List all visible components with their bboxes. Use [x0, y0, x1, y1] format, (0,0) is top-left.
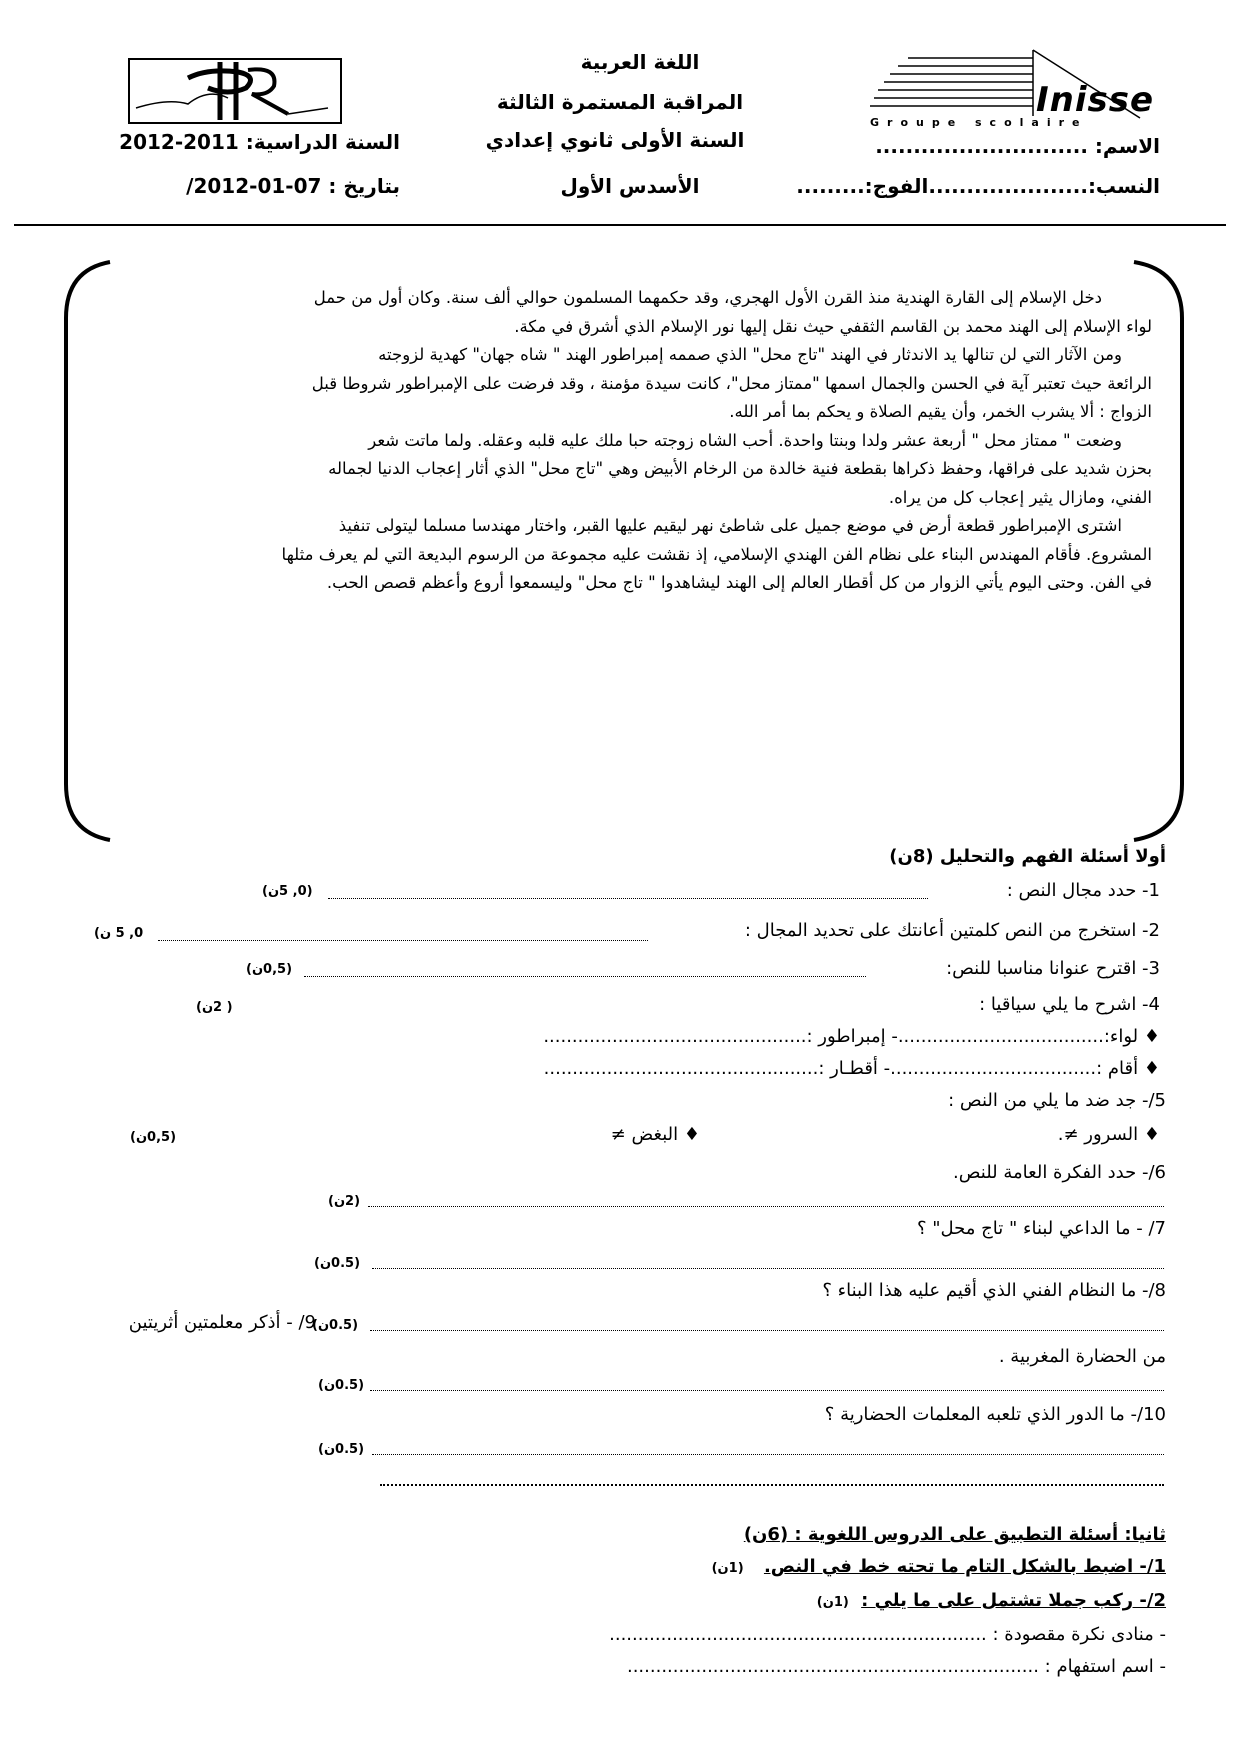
q7-answer-line[interactable]: [372, 1268, 1164, 1269]
passage-line: بحزن شديد على فراقها، وحفظ ذكراها بقطعة فنية خالدة من الرخام الأبيض وهي "تاج محل" الذي أثار إعجاب الدنيا لجماله: [328, 459, 1152, 478]
passage-line: اشترى الإمبراطور قطعة أرض في موضع جميل على شاطئ نهر ليقيم عليها القبر، واختار مهندسا مسلما ليتولى تنفيذ: [338, 516, 1122, 535]
q2-answer-line[interactable]: [158, 940, 648, 941]
q9-text: 9/ - أذكر معلمتين أثريتين: [128, 1312, 316, 1333]
passage-line: ومن الآثار التي لن تنالها يد الاندثار في الهند "تاج محل" الذي صممه إمبراطور الهند " شاه جهان" كهدية لزوجته: [378, 345, 1122, 364]
s2-q2: [600, 1590, 1166, 1611]
q5-a[interactable]: ♦ السرور ≠.: [1057, 1124, 1160, 1145]
exam-date: بتاريخ : 07-01-2012/: [186, 174, 400, 198]
q4-mark: ( 2ن): [196, 1000, 233, 1015]
q3-text: 3- اقترح عنوانا مناسبا للنص:: [946, 958, 1160, 979]
passage-line: لواء الإسلام إلى الهند محمد بن القاسم الثقفي حيث نقل إليها نور الإسلام الذي أشرق في مكة.: [514, 316, 1152, 336]
q6-mark: (2ن): [328, 1194, 361, 1209]
q2-text: 2- استخرج من النص كلمتين أعانتك على تحديد المجال :: [744, 920, 1160, 941]
q10-text: 10/- ما الدور الذي تلعبه المعلمات الحضارية ؟: [824, 1404, 1166, 1425]
school-logo: [868, 44, 1155, 130]
subject-title: اللغة العربية: [580, 50, 700, 74]
school-year: السنة الدراسية: 2011-2012: [119, 130, 400, 154]
q8-text: 8/- ما النظام الفني الذي أقيم عليه هذا البناء ؟: [822, 1280, 1166, 1301]
q9-mark: (0.5ن): [318, 1378, 365, 1393]
passage-line: الفني، ومازال يثير إعجاب كل من يراه.: [888, 487, 1152, 507]
q7-text: 7/ - ما الداعي لبناء " تاج محل" ؟: [916, 1218, 1166, 1239]
section1-title: أولا أسئلة الفهم والتحليل (8ن): [889, 846, 1166, 867]
s2-q2-mark: (1ن): [816, 1595, 849, 1610]
q4-line2[interactable]: ♦ أقام :....................................- أقطـار :................................................: [543, 1058, 1160, 1079]
q1-text: 1- حدد مجال النص :: [1006, 880, 1160, 901]
passage-line: في الفن. وحتى اليوم يأتي الزوار من كل أقطار العالم إلى الهند ليشاهدوا " تاج محل" وليسمعوا أروع وأعظم قصص الحب.: [326, 573, 1152, 592]
s2-q1-text: 1/- اضبط بالشكل التام ما تحته خط في النص.: [763, 1556, 1166, 1577]
s2-q1: [600, 1556, 1166, 1577]
q9-answer-line[interactable]: [370, 1390, 1164, 1391]
q5-b[interactable]: ♦ البغض ≠: [610, 1124, 700, 1145]
ministry-logo-icon: [128, 58, 342, 124]
level-title: السنة الأولى ثانوي إعدادي: [485, 128, 745, 152]
q5-mark: (0,5ن): [130, 1130, 177, 1145]
student-lineage-group-field[interactable]: النسب:.....................الفوج:.........: [796, 174, 1160, 198]
school-logo-subtext: Groupe scolaire: [870, 116, 1088, 129]
ministry-logo: [128, 58, 342, 124]
s2-q1-mark: (1ن): [711, 1561, 744, 1576]
exam-title: المراقبة المستمرة الثالثة: [496, 90, 744, 114]
q10-mark: (0.5ن): [318, 1442, 365, 1457]
s2-q2-a[interactable]: - منادى نكرة مقصودة : ..................................................................: [609, 1624, 1166, 1645]
q6-text: 6/- حدد الفكرة العامة للنص.: [953, 1162, 1166, 1183]
q1-mark: (0, 5ن): [262, 884, 313, 899]
school-logo-text: Inisse: [1036, 80, 1155, 120]
q3-answer-line[interactable]: [304, 976, 866, 977]
passage-line: المشروع. فأقام المهندس البناء على نظام الفن الهندي الإسلامي، إذ نقشت عليه مجموعة من الرسوم البديعة التي لم يعرف مثلها: [281, 544, 1152, 564]
semester-title: الأسدس الأول: [560, 174, 700, 198]
q3-mark: (0,5ن): [246, 962, 293, 977]
s2-q2-b[interactable]: - اسم استفهام : ........................................................................: [626, 1656, 1166, 1677]
passage-line: وضعت " ممتاز محل " أربعة عشر ولدا وبنتا واحدة. أحب الشاه زوجته حبا ملك عليه قلبه وعقله. ولما ماتت شعر: [368, 430, 1122, 450]
q7-mark: (0.5ن): [314, 1256, 361, 1271]
q9-text-continued: من الحضارة المغربية .: [998, 1346, 1166, 1367]
passage-line: الزواج : ألا يشرب الخمر، وأن يقيم الصلاة و يحكم بما أمر الله.: [729, 402, 1152, 421]
student-name-field[interactable]: الاسم: ............................: [875, 134, 1160, 158]
section2-title: ثانيا: أسئلة التطبيق على الدروس اللغوية : (6ن): [743, 1524, 1166, 1545]
q10-answer-line-2[interactable]: [380, 1484, 1164, 1486]
header-divider: [14, 224, 1226, 226]
q8-mark: (0.5ن): [312, 1318, 359, 1333]
q10-answer-line[interactable]: [372, 1454, 1164, 1455]
q8-answer-line[interactable]: [370, 1330, 1164, 1331]
passage-line: الرائعة حيث تعتبر آية في الحسن والجمال اسمها "ممتاز محل"، كانت سيدة مؤمنة ، وقد فرضت على الإمبراطور شروطا قبل: [311, 373, 1152, 393]
q5-text: 5/- جد ضد ما يلي من النص :: [948, 1090, 1166, 1111]
q6-answer-line[interactable]: [368, 1206, 1164, 1207]
s2-q2-text: 2/- ركب جملا تشتمل على ما يلي :: [861, 1590, 1166, 1611]
passage-line: دخل الإسلام إلى القارة الهندية منذ القرن الأول الهجري، وقد حكمهما المسلمون حوالي ألف سنة. وكان أول من حمل: [313, 288, 1102, 307]
q2-mark: 0, 5 ن): [94, 926, 144, 941]
q1-answer-line[interactable]: [328, 898, 928, 899]
q4-line1[interactable]: ♦ لواء:....................................- إمبراطور :..............................................: [543, 1026, 1160, 1047]
passage-text: [84, 284, 1152, 598]
q4-text: 4- اشرح ما يلي سياقيا :: [979, 994, 1160, 1015]
